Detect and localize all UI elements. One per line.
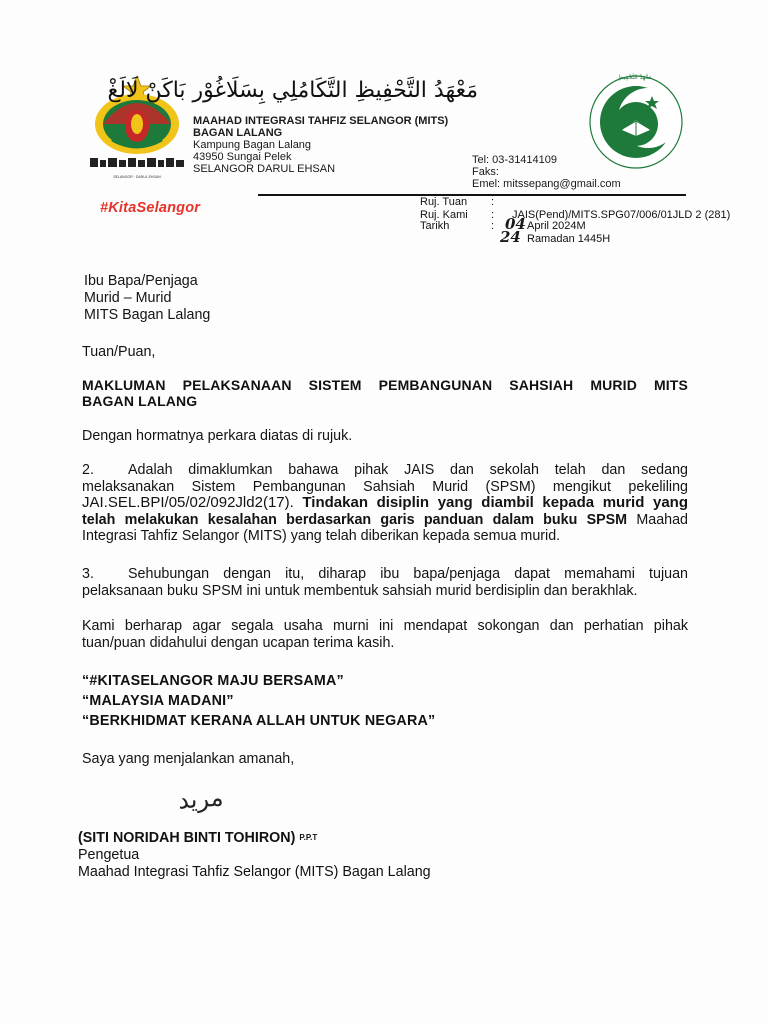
signatory-name: (SITI NORIDAH BINTI TOHIRON) [78, 830, 296, 846]
paragraph-4 [82, 618, 688, 651]
paragraph-3-text-1: Sehubungan dengan itu, diharap ibu bapa/penjaga dapat memahami tujuan [128, 566, 688, 582]
state-motto-caption: SELANGOR · DARUL EHSAN [113, 175, 161, 179]
paragraph-2-line-5: Integrasi Tahfiz Selangor (MITS) yang telah diberikan kepada semua murid. [82, 528, 561, 544]
arabic-school-name: مَعْهَدُ التَّحْفِيظِ التَّكَامُلِي بِسَلَاغُوْر بَاكَنْ لَالَغْ [107, 78, 478, 103]
recipient-line-3: MITS Bagan Lalang [84, 307, 211, 323]
paragraph-3-number: 3. [82, 566, 94, 582]
subject-line-1: MAKLUMAN PELAKSANAAN SISTEM PEMBANGUNAN SAHSIAH MURID MITS [82, 377, 688, 393]
signatory-org: Maahad Integrasi Tahfiz Selangor (MITS) Bagan Lalang [78, 864, 431, 880]
paragraph-2-line-2: melaksanakan Sistem Pembangunan Sahsiah Murid (SPSM) mengikut pekeliling [82, 478, 688, 495]
recipient-line-2: Murid – Murid [84, 290, 172, 306]
emblem-arabic-caption: مَعْهَدُ التَّحْفِيظِ [618, 74, 652, 81]
paragraph-2-text-4: Maahad [627, 511, 688, 528]
header-divider [258, 194, 686, 196]
recipient-block [84, 273, 210, 324]
ruj-kami-value: JAIS(Pend)/MITS.SPG07/006/01JLD 2 (281) [512, 209, 731, 221]
paragraph-4-line-1: Kami berharap agar segala usaha murni ini mendapat sokongan dan perhatian pihak [82, 618, 688, 634]
kitaselangor-banner: #KitaSelangor [100, 200, 201, 216]
ruj-kami-label: Ruj. Kami [420, 209, 468, 221]
paragraph-2-text-1: Adalah dimaklumkan bahawa pihak JAIS dan sekolah telah dan sedang [128, 462, 688, 478]
email-line: Emel: mitssepang@gmail.com [472, 178, 621, 190]
gregorian-date: April 2024M [527, 220, 586, 232]
paragraph-2-line-4 [82, 512, 688, 529]
address-line-3: SELANGOR DARUL EHSAN [193, 163, 336, 175]
handwritten-day: 04 [505, 215, 526, 233]
tel-line: Tel: 03-31414109 [472, 154, 558, 166]
faks-line: Faks: [472, 166, 499, 178]
tarikh-label: Tarikh [420, 220, 450, 232]
handwritten-hijri-day: 24 [500, 228, 521, 246]
slogan-1: “#KITASELANGOR MAJU BERSAMA” [82, 673, 344, 689]
slogans-block [82, 671, 435, 731]
tarikh-colon: : [491, 220, 495, 232]
paragraph-2-line-3 [82, 495, 688, 512]
ruj-tuan-colon: : [491, 196, 495, 208]
paragraph-3-line-1 [82, 566, 688, 583]
ruj-kami-colon: : [491, 209, 495, 221]
subject-line-2: BAGAN LALANG [82, 393, 198, 409]
school-emblem-logo [588, 74, 684, 170]
school-address-block [193, 115, 463, 175]
school-place: BAGAN LALANG [193, 127, 283, 139]
handwritten-signature: ﻣﺮﻳﺪ [177, 783, 225, 815]
signatory-honorific: P.P.T [299, 833, 318, 842]
signatory-name-line [78, 829, 431, 847]
slogan-2: “MALAYSIA MADANI” [82, 693, 234, 709]
hijri-date: Ramadan 1445H [527, 233, 611, 245]
paragraph-2-number: 2. [82, 462, 94, 478]
paragraph-3 [82, 566, 688, 599]
signatory-block [78, 829, 431, 881]
paragraph-2-line-1 [82, 462, 688, 479]
address-line-1: Kampung Bagan Lalang [193, 139, 312, 151]
address-line-2: 43950 Sungai Pelek [193, 151, 292, 163]
closing-line: Saya yang menjalankan amanah, [82, 751, 295, 767]
state-motto-logo [88, 156, 186, 179]
school-name: MAAHAD INTEGRASI TAHFIZ SELANGOR (MITS) [193, 115, 449, 127]
signatory-title: Pengetua [78, 847, 140, 863]
salutation: Tuan/Puan, [82, 344, 156, 360]
paragraph-1: Dengan hormatnya perkara diatas di rujuk. [82, 428, 353, 444]
ruj-tuan-label: Ruj. Tuan [420, 196, 468, 208]
paragraph-2-ref: JAI.SEL.BPI/05/02/092Jld2(17). [82, 494, 303, 511]
paragraph-2-bold-1: Tindakan disiplin yang diambil kepada murid yang [302, 494, 688, 511]
slogan-3: “BERKHIDMAT KERANA ALLAH UNTUK NEGARA” [82, 713, 436, 729]
paragraph-3-line-2: pelaksanaan buku SPSM ini untuk membentuk sahsiah murid berdisiplin dan berakhlak. [82, 582, 638, 599]
paragraph-2 [82, 462, 688, 545]
recipient-line-1: Ibu Bapa/Penjaga [84, 273, 198, 289]
paragraph-4-line-2: tuan/puan didahului dengan ucapan terima kasih. [82, 634, 395, 651]
subject-heading [82, 377, 688, 409]
paragraph-2-bold-2: telah melakukan kesalahan berdasarkan garis panduan dalam buku SPSM [82, 511, 628, 528]
